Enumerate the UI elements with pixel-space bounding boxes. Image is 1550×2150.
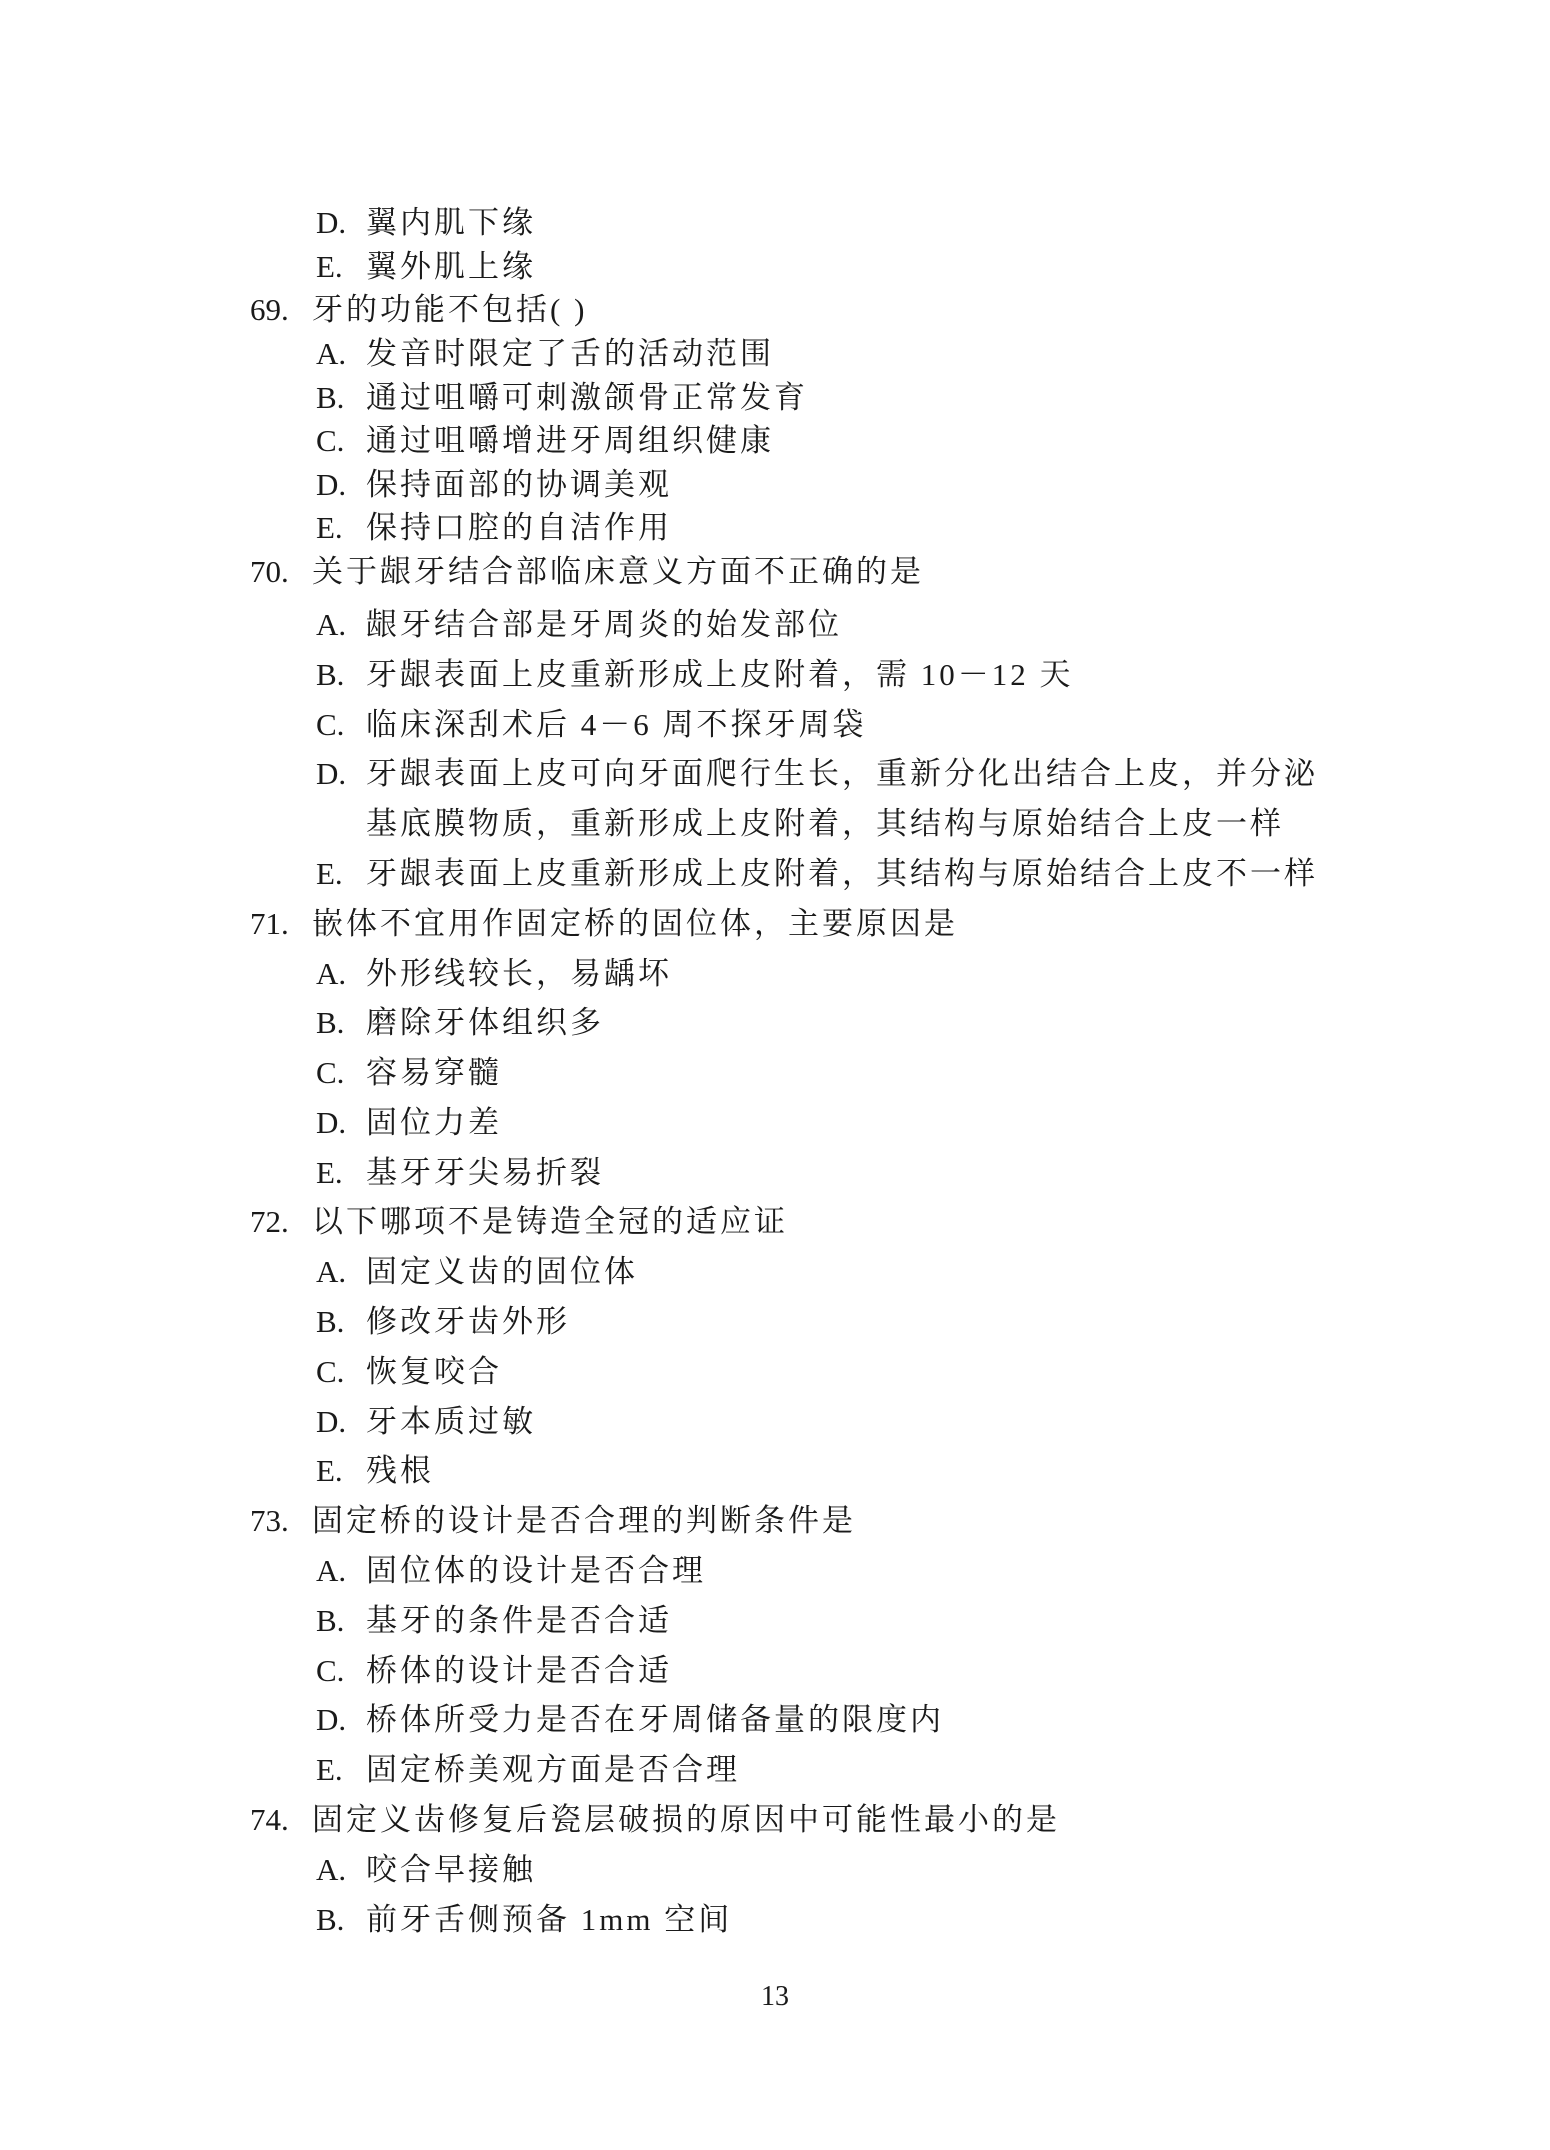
option-line (0, 1745, 1550, 1795)
option-line (0, 1446, 1550, 1496)
option-line (0, 1098, 1550, 1148)
option-line (0, 1645, 1550, 1695)
option-letter: D. (316, 205, 347, 241)
page-number: 13 (761, 1981, 789, 2012)
option-text: 牙龈表面上皮重新形成上皮附着，需 10－12 天 (366, 656, 1074, 692)
option-line (0, 1844, 1550, 1894)
option-letter: C. (316, 706, 345, 742)
question-text: 固定义齿修复后瓷层破损的原因中可能性最小的是 (312, 1802, 1060, 1838)
option-letter: B. (316, 1005, 345, 1041)
option-letter: D. (316, 1104, 347, 1140)
option-letter: D. (316, 1403, 347, 1439)
option-text: 保持口腔的自洁作用 (366, 510, 672, 546)
option-letter: A. (316, 955, 347, 991)
option-text: 牙龈表面上皮重新形成上皮附着，其结构与原始结合上皮不一样 (366, 855, 1318, 891)
option-text: 基牙牙尖易折裂 (366, 1154, 604, 1190)
option-text: 磨除牙体组织多 (366, 1005, 604, 1041)
option-text: 固定义齿的固位体 (366, 1254, 638, 1290)
option-line (0, 1695, 1550, 1745)
question-text: 固定桥的设计是否合理的判断条件是 (312, 1503, 856, 1539)
option-text: 临床深刮术后 4－6 周不探牙周袋 (366, 706, 867, 742)
option-line (0, 419, 1550, 463)
question-line (0, 550, 1550, 594)
exam-body (0, 201, 1550, 1944)
question-number: 71. (250, 905, 289, 941)
option-line (0, 1396, 1550, 1446)
option-letter: E. (316, 855, 343, 891)
option-line (0, 1247, 1550, 1297)
option-text: 修改牙齿外形 (366, 1304, 570, 1340)
option-letter: E. (316, 248, 343, 284)
option-letter: B. (316, 1602, 345, 1638)
option-letter: A. (316, 606, 347, 642)
option-line (0, 245, 1550, 289)
option-text: 基底膜物质，重新形成上皮附着，其结构与原始结合上皮一样 (366, 806, 1284, 842)
option-text: 固定桥美观方面是否合理 (366, 1752, 740, 1788)
question-number: 70. (250, 554, 289, 590)
option-line (0, 649, 1550, 699)
option-letter: A. (316, 1851, 347, 1887)
question-number: 73. (250, 1503, 289, 1539)
option-letter: D. (316, 466, 347, 502)
question-number: 72. (250, 1204, 289, 1240)
option-line (0, 948, 1550, 998)
question-line (0, 288, 1550, 332)
option-line (0, 1048, 1550, 1098)
question-number: 69. (250, 292, 289, 328)
option-text: 翼内肌下缘 (366, 205, 536, 241)
option-text: 通过咀嚼增进牙周组织健康 (366, 423, 774, 459)
option-text: 残根 (366, 1453, 434, 1489)
question-line (0, 1197, 1550, 1247)
option-text: 发音时限定了舌的活动范围 (366, 336, 774, 372)
option-letter: E. (316, 510, 343, 546)
option-letter: B. (316, 1901, 345, 1937)
option-text: 翼外肌上缘 (366, 248, 536, 284)
page-footer (0, 1981, 1550, 2013)
option-line (0, 1894, 1550, 1944)
option-text: 固位力差 (366, 1104, 502, 1140)
option-letter: B. (316, 1304, 345, 1340)
question-text: 嵌体不宜用作固定桥的固位体，主要原因是 (312, 905, 958, 941)
option-text: 桥体所受力是否在牙周储备量的限度内 (366, 1702, 944, 1738)
option-letter: C. (316, 423, 345, 459)
option-text: 固位体的设计是否合理 (366, 1553, 706, 1589)
question-text: 牙的功能不包括( ) (312, 292, 588, 328)
option-line (0, 201, 1550, 245)
option-line (0, 1546, 1550, 1596)
option-text: 保持面部的协调美观 (366, 466, 672, 502)
option-text: 恢复咬合 (366, 1353, 502, 1389)
option-letter: D. (316, 756, 347, 792)
option-letter: C. (316, 1652, 345, 1688)
option-text: 牙龈表面上皮可向牙面爬行生长，重新分化出结合上皮，并分泌 (366, 756, 1318, 792)
option-line (0, 506, 1550, 550)
question-line (0, 898, 1550, 948)
option-line (0, 1346, 1550, 1396)
option-text: 外形线较长，易龋坏 (366, 955, 672, 991)
option-text: 龈牙结合部是牙周炎的始发部位 (366, 606, 842, 642)
option-letter: C. (316, 1353, 345, 1389)
question-text: 以下哪项不是铸造全冠的适应证 (312, 1204, 788, 1240)
option-letter: E. (316, 1154, 343, 1190)
option-line (0, 699, 1550, 749)
question-line (0, 1496, 1550, 1546)
option-line (0, 1595, 1550, 1645)
option-text: 前牙舌侧预备 1mm 空间 (366, 1901, 733, 1937)
option-text: 容易穿髓 (366, 1055, 502, 1091)
option-letter: E. (316, 1453, 343, 1489)
option-text: 咬合早接触 (366, 1851, 536, 1887)
option-letter: C. (316, 1055, 345, 1091)
option-line (0, 998, 1550, 1048)
option-letter: B. (316, 379, 345, 415)
option-letter: A. (316, 336, 347, 372)
option-line (0, 749, 1550, 799)
option-line (0, 600, 1550, 650)
option-line (0, 463, 1550, 507)
option-text: 桥体的设计是否合适 (366, 1652, 672, 1688)
option-letter: D. (316, 1702, 347, 1738)
option-letter: E. (316, 1752, 343, 1788)
option-text: 基牙的条件是否合适 (366, 1602, 672, 1638)
option-letter: A. (316, 1553, 347, 1589)
option-line (0, 1147, 1550, 1197)
question-number: 74. (250, 1802, 289, 1838)
option-line (0, 332, 1550, 376)
option-letter: B. (316, 656, 345, 692)
option-text: 牙本质过敏 (366, 1403, 536, 1439)
continuation-line (0, 799, 1550, 849)
option-text: 通过咀嚼可刺激颌骨正常发育 (366, 379, 808, 415)
option-line (0, 375, 1550, 419)
question-text: 关于龈牙结合部临床意义方面不正确的是 (312, 554, 924, 590)
option-letter: A. (316, 1254, 347, 1290)
question-line (0, 1795, 1550, 1845)
option-line (0, 849, 1550, 899)
option-line (0, 1297, 1550, 1347)
